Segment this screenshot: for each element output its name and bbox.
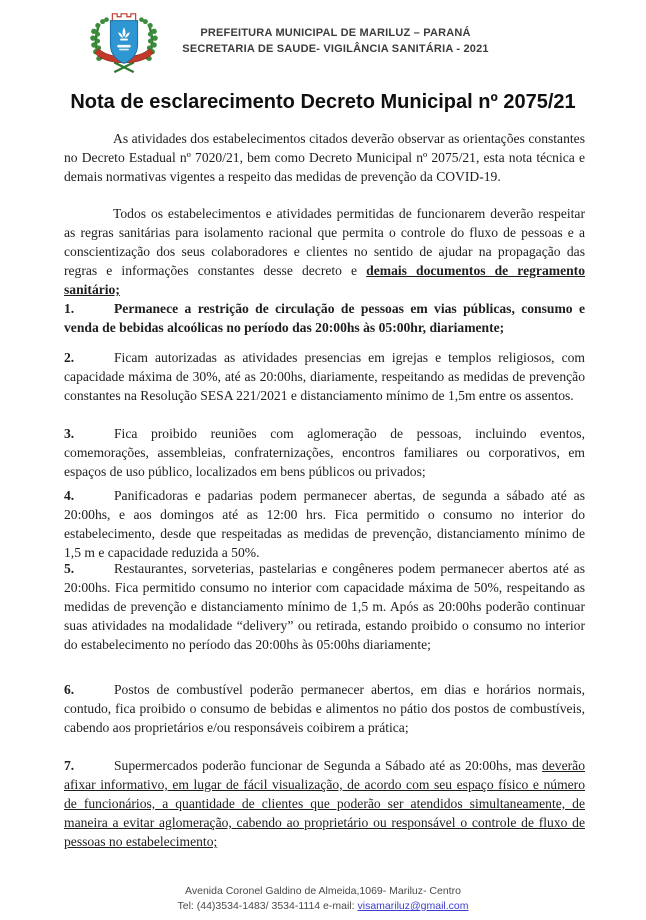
item-text-prefix: Supermercados poderão funcionar de Segunda a Sábado até as 20:00hs, mas [114,758,542,773]
item-text: Ficam autorizadas as atividades presencias em igrejas e templos religiosos, com capacidade máxima de 30%, até as 20:00hs, diariamente, respeitando as medidas de prevenção constantes na Resolução SESA 221/2021 e distanciamento mínimo de 1,5m entre os assentos. [64,350,585,403]
intro-paragraph-2-emphasis: demais documentos de regramento sanitário; [64,263,585,297]
intro-paragraph-2-text: Todos os estabelecimentos e atividades permitidas de funcionarem deverão respeitar as regras sanitárias para isolamento racional que permita o controle do fluxo de pessoas e a conscientização dos seus colaboradores e clientes no sentido de ajudar na propagação das regras e informações constantes desse decreto e [64,206,585,278]
footer-address: Avenida Coronel Galdino de Almeida,1069- Mariluz- Centro [185,885,461,897]
item-number: 7. [64,758,75,773]
decree-item-5 [64,559,585,654]
item-number: 3. [64,426,75,441]
intro-paragraph-2 [64,204,585,299]
item-text: Postos de combustível poderão permanecer abertos, em dias e horários normais, contudo, fica proibido o consumo de bebidas e alimentos no pátio dos postos de combustíveis, cabendo aos proprietários e/ou responsáveis coibirem a prática; [64,682,585,735]
item-number: 6. [64,682,75,697]
item-text: Restaurantes, sorveterias, pastelarias e congêneres podem permanecer abertos até as 20:00hs. Fica permitido consumo no interior com capacidade máxima de 50%, respeitando as medidas de prevenção e distanciamento mínimo de 1,5 m. Após as 20:00hs poderão continuar suas atividades na modalidade “delivery” ou retirada, estando proibido o consumo no interior do estabelecimento no período das 20:00hs às 05:00hs diariamente; [64,561,585,652]
item-text: Panificadoras e padarias podem permanecer abertas, de segunda a sábado até as 20:00hs, e aos domingos até as 12:00 hrs. Fica permitido o consumo no interior do estabelecimento, desde que respeitadas as medidas de prevenção, distanciamento mínimo de 1,5 m e capacidade reduzida a 50%. [64,488,585,560]
footer-contact-line [0,899,646,914]
decree-item-1 [64,299,585,337]
document-footer [0,884,646,914]
decree-item-2 [64,348,585,405]
decree-item-3 [64,424,585,481]
item-text-underlined: deverão afixar informativo, em lugar de fácil visualização, de acordo com seu espaço físico e número de funcionários, a quantidade de clientes que poderão ser atendidos simultaneamente, de maneira a evitar aglomeração, cabendo ao proprietário ou responsável o controle de fluxo de pessoas no estabelecimento; [64,758,585,849]
item-number: 1. [64,301,75,316]
item-text: Permanece a restrição de circulação de pessoas em vias públicas, consumo e venda de bebidas alcoólicas no período das 20:00hs às 05:00hr, diariamente; [64,301,585,335]
decree-item-7 [64,756,585,851]
decree-item-4 [64,486,585,562]
footer-phone: Tel: (44)3534-1483/ 3534-1114 e-mail: [177,900,358,912]
intro-paragraph-1 [64,129,585,186]
item-text: Fica proibido reuniões com aglomeração de pessoas, incluindo eventos, comemorações, assembleias, confraternizações, encontros familiares ou corporativos, em espaços de uso público, localizados em bens públicos ou privados; [64,426,585,479]
org-department-line: SECRETARIA DE SAUDE- VIGILÂNCIA SANITÁRIA - 2021 [182,43,489,55]
item-number: 5. [64,561,75,576]
intro-paragraph-1-text: As atividades dos estabelecimentos citados deverão observar as orientações constantes no Decreto Estadual nº 7020/21, bem como Decreto Municipal nº 2075/21, esta nota técnica e demais normativas vigentes a respeito das medidas de prevenção da COVID-19. [64,131,585,184]
org-header [113,25,558,57]
email-link[interactable]: visamariluz@gmail.com [357,900,469,912]
item-number: 2. [64,350,75,365]
document-title: Nota de esclarecimento Decreto Municipal nº 2075/21 [70,91,576,113]
org-name-line: PREFEITURA MUNICIPAL DE MARILUZ – PARANÁ [200,27,471,39]
decree-item-6 [64,680,585,737]
item-number: 4. [64,488,75,503]
